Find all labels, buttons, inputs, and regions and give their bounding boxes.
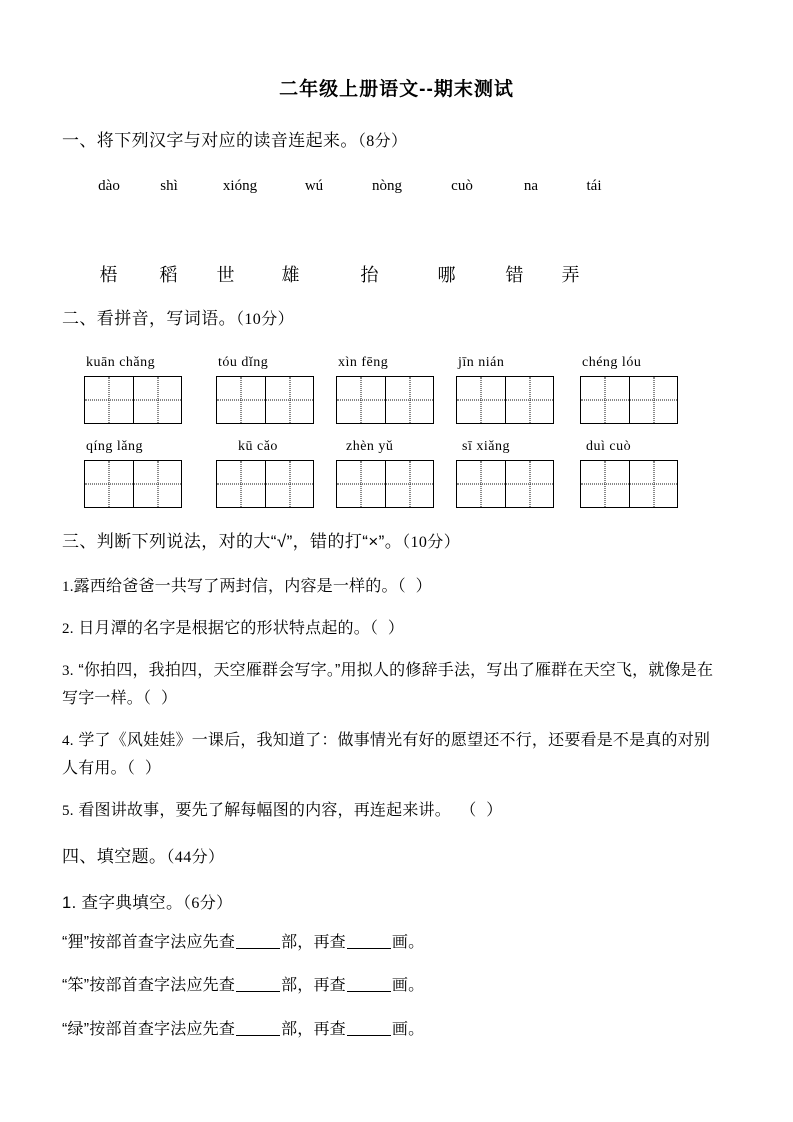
item-number: 5. — [62, 802, 74, 819]
tianzige-cell[interactable] — [337, 377, 385, 423]
fill-blank-strokes[interactable] — [347, 948, 391, 949]
pinyin-option[interactable]: dào — [98, 177, 120, 194]
hanzi-option[interactable]: 稻 — [159, 265, 179, 286]
answer-blank[interactable]: （ ） — [143, 689, 181, 707]
section-three-score: （10分） — [402, 533, 461, 551]
dictionary-fill-line — [62, 1016, 731, 1043]
hanzi-option[interactable]: 梧 — [99, 265, 119, 286]
tianzige-cell[interactable] — [581, 461, 629, 507]
section-three-heading — [62, 530, 731, 555]
item-number: 2. — [62, 620, 74, 637]
item-text: “你拍四，我拍四，天空雁群会写字。”用拟人的修辞手法，写出了雁群在天空飞，就像是在写字一样。 — [62, 661, 714, 707]
dictionary-fill-line — [62, 929, 731, 956]
pinyin-option[interactable]: xióng — [222, 177, 258, 194]
write-group — [456, 434, 580, 508]
tianzige-cell[interactable] — [457, 461, 505, 507]
tianzige-box[interactable] — [456, 376, 554, 424]
dict-prefix: “笨”按部首查字法应先查 — [62, 977, 236, 995]
fill-blank-radical[interactable] — [236, 1035, 280, 1036]
write-pinyin-label: kū cǎo — [238, 438, 278, 454]
hanzi-option[interactable]: 错 — [505, 265, 525, 286]
write-pinyin-label: qíng lǎng — [86, 438, 143, 454]
write-pinyin-label: kuān chǎng — [86, 354, 156, 370]
fill-blank-radical[interactable] — [236, 948, 280, 949]
section-four-heading — [62, 845, 731, 870]
section-two-heading-text: 二、看拼音，写词语。 — [62, 309, 236, 329]
write-pinyin-label: tóu dǐng — [218, 354, 269, 370]
section-two-score: （10分） — [236, 311, 295, 329]
dict-prefix: “绿”按部首查字法应先查 — [62, 1020, 236, 1038]
hanzi-option[interactable]: 雄 — [281, 265, 301, 286]
matching-draw-area[interactable] — [62, 201, 731, 257]
spacer — [62, 291, 731, 307]
sub-item-score: （6分） — [182, 895, 233, 913]
section-one-score: （8分） — [357, 132, 408, 150]
pinyin-option[interactable]: shì — [160, 177, 178, 194]
dict-suffix: 画。 — [391, 1020, 425, 1038]
tianzige-cell[interactable] — [629, 377, 677, 423]
write-group — [580, 434, 700, 508]
dict-middle: 部，再查 — [281, 1020, 346, 1038]
sub-item-text: 查字典填空。 — [81, 894, 183, 913]
item-text: 学了《风娃娃》一课后，我知道了：做事情光有好的愿望还不行，还要看是不是真的对别人有用。 — [62, 731, 711, 777]
tianzige-box[interactable] — [580, 376, 678, 424]
judgement-item — [62, 797, 717, 825]
pinyin-option[interactable]: nòng — [372, 177, 402, 194]
tianzige-box[interactable] — [216, 460, 314, 508]
item-number: 4. — [62, 732, 74, 749]
sub-item-number: 1. — [62, 894, 77, 913]
write-row — [84, 434, 731, 508]
tianzige-box[interactable] — [580, 460, 678, 508]
tianzige-cell[interactable] — [85, 461, 133, 507]
dict-prefix: “狸”按部首查字法应先查 — [62, 934, 236, 952]
section-four-score: （44分） — [166, 848, 225, 866]
answer-blank[interactable]: （ ） — [369, 619, 407, 637]
pinyin-option[interactable]: wú — [304, 177, 324, 194]
dict-suffix: 画。 — [391, 934, 425, 952]
tianzige-box[interactable] — [336, 460, 434, 508]
judgement-item — [62, 573, 717, 601]
answer-blank[interactable]: （ ） — [126, 759, 164, 777]
section-four-sub-heading — [62, 889, 731, 913]
tianzige-cell[interactable] — [217, 461, 265, 507]
dict-middle: 部，再查 — [281, 977, 346, 995]
write-words-block — [62, 350, 731, 508]
write-pinyin-label: sī xiǎng — [462, 438, 510, 454]
dictionary-fill-line — [62, 972, 731, 999]
tianzige-cell[interactable] — [629, 461, 677, 507]
tianzige-cell[interactable] — [265, 461, 313, 507]
tianzige-cell[interactable] — [133, 377, 181, 423]
section-one-heading — [62, 129, 731, 154]
write-pinyin-label: xìn fēng — [338, 354, 389, 370]
fill-blank-radical[interactable] — [236, 991, 280, 992]
tianzige-cell[interactable] — [385, 461, 433, 507]
tianzige-box[interactable] — [336, 376, 434, 424]
page-title: 二年级上册语文--期末测试 — [279, 79, 514, 100]
write-row — [84, 350, 731, 424]
item-text: 露西给爸爸一共写了两封信，内容是一样的。 — [73, 577, 398, 595]
write-group — [84, 350, 216, 424]
write-group — [336, 350, 456, 424]
write-group — [336, 434, 456, 508]
pinyin-option[interactable]: tái — [586, 177, 602, 194]
answer-blank[interactable]: （ ） — [397, 577, 435, 595]
item-number: 3. — [62, 662, 74, 679]
dict-middle: 部，再查 — [281, 934, 346, 952]
judgement-item — [62, 657, 717, 713]
dict-suffix: 画。 — [391, 977, 425, 995]
tianzige-box[interactable] — [84, 376, 182, 424]
tianzige-box[interactable] — [216, 376, 314, 424]
section-one-hanzi-row — [80, 257, 731, 291]
tianzige-cell[interactable] — [385, 377, 433, 423]
hanzi-option[interactable]: 世 — [216, 265, 236, 286]
hanzi-option[interactable]: 弄 — [561, 265, 581, 286]
tianzige-cell[interactable] — [337, 461, 385, 507]
pinyin-option[interactable]: cuò — [451, 177, 473, 194]
write-group — [84, 434, 216, 508]
write-pinyin-label: duì cuò — [586, 438, 632, 454]
judgement-item — [62, 727, 717, 783]
fill-blank-strokes[interactable] — [347, 991, 391, 992]
tianzige-box[interactable] — [456, 460, 554, 508]
tianzige-cell[interactable] — [217, 377, 265, 423]
write-group — [456, 350, 580, 424]
write-pinyin-label: jīn nián — [458, 354, 505, 370]
answer-blank[interactable]: （ ） — [460, 801, 506, 819]
pinyin-option[interactable]: na — [523, 177, 539, 194]
item-number: 1. — [62, 578, 74, 595]
judgement-item — [62, 615, 717, 643]
tianzige-cell[interactable] — [457, 377, 505, 423]
tianzige-cell[interactable] — [85, 377, 133, 423]
tianzige-cell[interactable] — [581, 377, 629, 423]
section-two-heading — [62, 307, 731, 332]
write-group — [216, 434, 336, 508]
item-text: 日月潭的名字是根据它的形状特点起的。 — [78, 619, 370, 637]
write-pinyin-label: zhèn yǔ — [346, 438, 394, 454]
write-group — [580, 350, 700, 424]
tianzige-cell[interactable] — [505, 461, 553, 507]
tianzige-box[interactable] — [84, 460, 182, 508]
section-one-pinyin-row — [80, 171, 731, 201]
fill-blank-strokes[interactable] — [347, 1035, 391, 1036]
tianzige-cell[interactable] — [265, 377, 313, 423]
item-text: 看图讲故事，要先了解每幅图的内容，再连起来讲。 — [78, 801, 451, 819]
write-group — [216, 350, 336, 424]
tianzige-cell[interactable] — [133, 461, 181, 507]
section-four-heading-text: 四、填空题。 — [62, 846, 167, 866]
section-one-heading-text: 一、将下列汉字与对应的读音连起来。 — [62, 130, 358, 150]
section-three-heading-text: 三、判断下列说法，对的大“√”，错的打“×”。 — [62, 531, 403, 551]
hanzi-option[interactable]: 哪 — [437, 265, 457, 286]
hanzi-option[interactable]: 抬 — [360, 265, 380, 286]
tianzige-cell[interactable] — [505, 377, 553, 423]
write-pinyin-label: chéng lóu — [582, 354, 642, 370]
